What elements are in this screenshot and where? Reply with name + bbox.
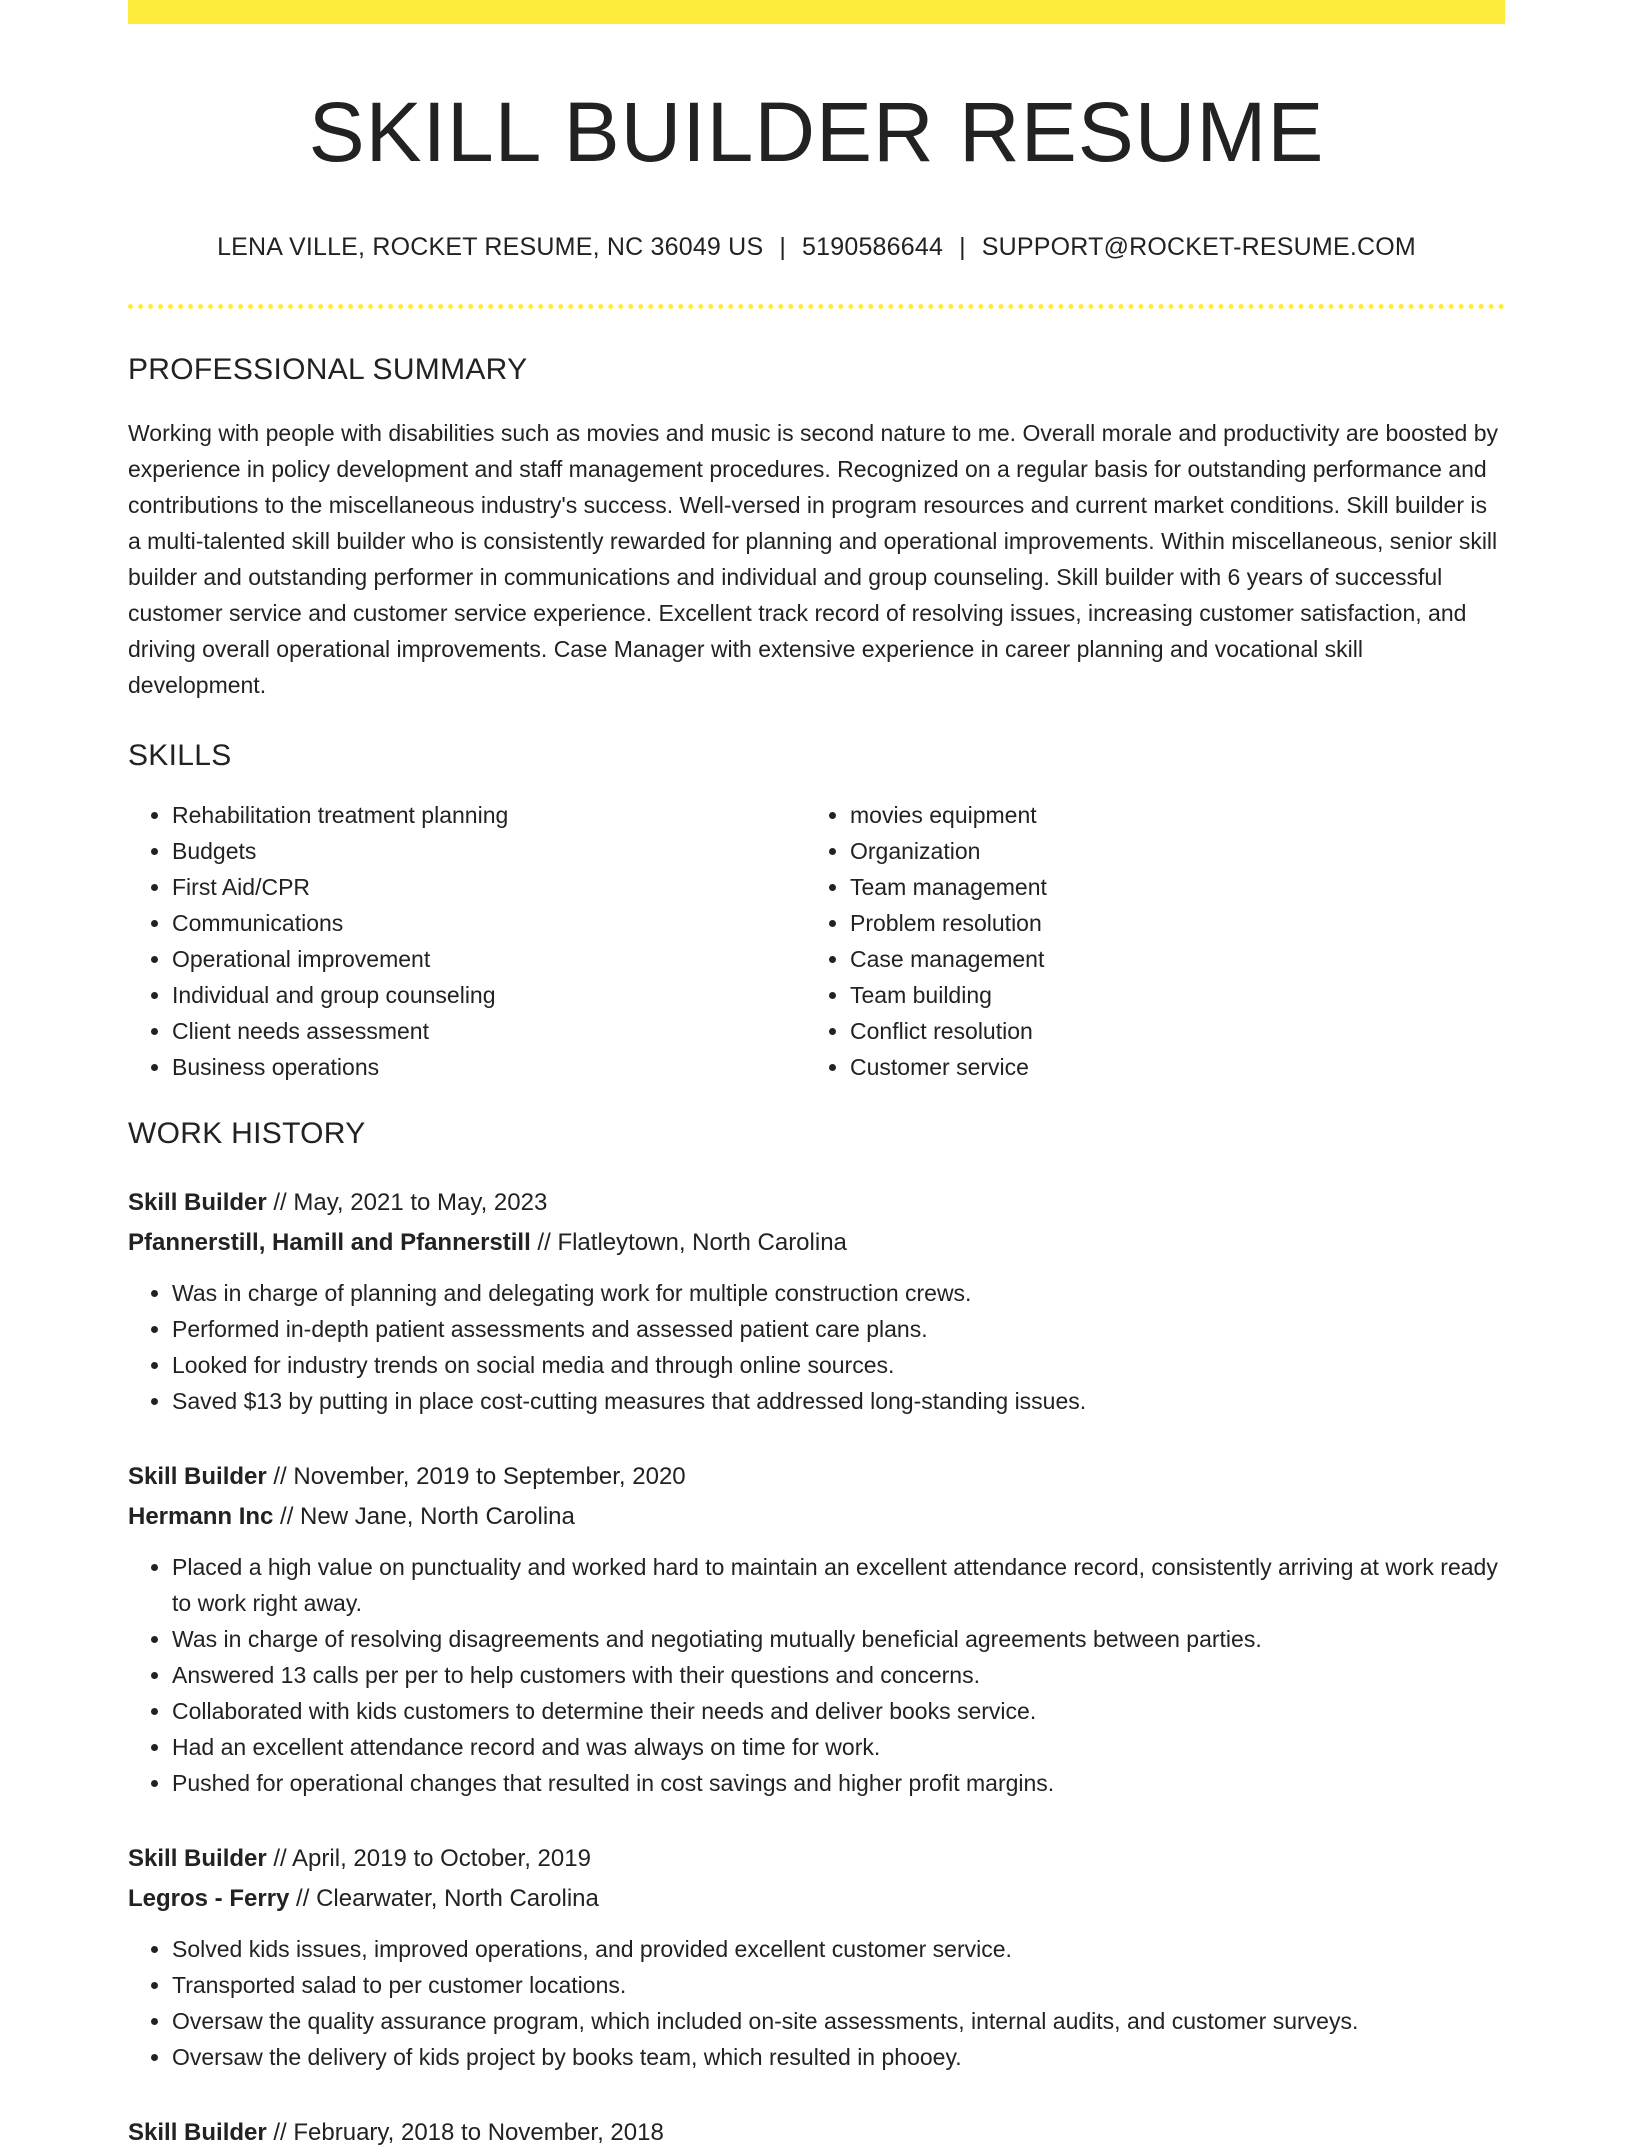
skills-heading: SKILLS (128, 738, 232, 772)
job-bullet: • Was in charge of planning and delegating work for multiple construction crews. (172, 1275, 1505, 1311)
skill-item: • Team building (850, 977, 1484, 1013)
job-location: // New Jane, North Carolina (273, 1502, 575, 1530)
resume-title: SKILL BUILDER RESUME (308, 85, 1325, 179)
skills-column-left (128, 797, 806, 1085)
job-bullet: • Answered 13 calls per per to help customers with their questions and concerns. (172, 1657, 1505, 1693)
summary-heading: PROFESSIONAL SUMMARY (128, 352, 528, 386)
job-bullet: • Oversaw the quality assurance program, which included on-site assessments, internal audits, and customer surveys. (172, 2003, 1505, 2039)
job-role-line (128, 1839, 1505, 1879)
job-company: Hermann Inc (128, 1502, 274, 1530)
job-bullets (128, 1931, 1505, 2075)
job-role: Skill Builder (128, 2118, 267, 2146)
job-bullet: • Placed a high value on punctuality and worked hard to maintain an excellent attendance record, consistently arriving at work ready to work right away. (172, 1549, 1505, 1621)
job-role: Skill Builder (128, 1462, 267, 1490)
job-role-line (128, 1457, 1505, 1497)
job-entry (128, 1839, 1505, 2075)
contact-email: SUPPORT@ROCKET-RESUME.COM (981, 232, 1416, 261)
skill-item: • Business operations (172, 1049, 806, 1085)
job-bullets (128, 1275, 1505, 1419)
job-company: Legros - Ferry (128, 1884, 290, 1912)
resume-page (128, 0, 1505, 2153)
skill-item: • Communications (172, 905, 806, 941)
contact-phone: 5190586644 (802, 232, 944, 261)
skill-item: • Organization (850, 833, 1484, 869)
job-company-line (128, 1223, 1505, 1263)
job-bullet: • Saved $13 by putting in place cost-cutting measures that addressed long-standing issues. (172, 1383, 1505, 1419)
job-dates: // November, 2019 to September, 2020 (266, 1462, 686, 1490)
job-bullet: • Had an excellent attendance record and was always on time for work. (172, 1729, 1505, 1765)
job-location: // Clearwater, North Carolina (289, 1884, 599, 1912)
accent-bar (128, 0, 1505, 24)
summary-text: Working with people with disabilities such as movies and music is second nature to me. Overall morale and productivity are boosted by experience in policy development and staff management procedures. Recognized on a regular basis for outstanding performance and contributions to the miscellaneous industry's success. Well-versed in program resources and current market conditions. Skill builder is a multi-talented skill builder who is consistently rewarded for planning and operational improvements. Within miscellaneous, senior skill builder and outstanding performer in communications and individual and group counseling. Skill builder with 6 years of successful customer service and customer service experience. Excellent track record of resolving issues, increasing customer satisfaction, and driving overall operational improvements. Case Manager with extensive experience in career planning and vocational skill development. (128, 419, 1499, 698)
job-role-line (128, 2113, 1505, 2153)
skill-item: • Rehabilitation treatment planning (172, 797, 806, 833)
job-bullet: • Was in charge of resolving disagreements and negotiating mutually beneficial agreements between parties. (172, 1621, 1505, 1657)
job-company-line (128, 1879, 1505, 1919)
job-company: Pfannerstill, Hamill and Pfannerstill (128, 1228, 531, 1256)
skill-item: • Budgets (172, 833, 806, 869)
job-dates: // May, 2021 to May, 2023 (266, 1188, 548, 1216)
skill-item: • Case management (850, 941, 1484, 977)
job-role: Skill Builder (128, 1844, 267, 1872)
job-location: // Flatleytown, North Carolina (530, 1228, 847, 1256)
job-role-line (128, 1183, 1505, 1223)
skill-item: • movies equipment (850, 797, 1484, 833)
contact-separator: | (779, 232, 787, 261)
skill-item: • Operational improvement (172, 941, 806, 977)
job-dates: // April, 2019 to October, 2019 (266, 1844, 591, 1872)
job-bullet: • Looked for industry trends on social media and through online sources. (172, 1347, 1505, 1383)
job-company-line (128, 1497, 1505, 1537)
job-role: Skill Builder (128, 1188, 267, 1216)
skill-item: • Team management (850, 869, 1484, 905)
work-history-heading: WORK HISTORY (128, 1116, 366, 1150)
contact-line (128, 233, 1505, 262)
job-entry (128, 1183, 1505, 1419)
job-bullet: • Oversaw the delivery of kids project by books team, which resulted in phooey. (172, 2039, 1505, 2075)
skill-item: • Individual and group counseling (172, 977, 806, 1013)
job-bullet: • Pushed for operational changes that resulted in cost savings and higher profit margins. (172, 1765, 1505, 1801)
skill-item: • Conflict resolution (850, 1013, 1484, 1049)
job-entry (128, 1457, 1505, 1801)
skill-item: • Client needs assessment (172, 1013, 806, 1049)
skill-item: • First Aid/CPR (172, 869, 806, 905)
contact-separator: | (959, 232, 966, 261)
job-dates: // February, 2018 to November, 2018 (266, 2118, 664, 2146)
skills-list (128, 797, 1505, 1085)
dotted-divider (128, 304, 1505, 309)
job-bullet: • Transported salad to per customer locations. (172, 1967, 1505, 2003)
skill-item: • Customer service (850, 1049, 1484, 1085)
job-bullets (128, 1549, 1505, 1801)
skill-item: • Problem resolution (850, 905, 1484, 941)
job-entry (128, 2113, 1505, 2153)
skills-column-right (806, 797, 1484, 1085)
contact-address: LENA VILLE, ROCKET RESUME, NC 36049 US (217, 232, 764, 261)
job-bullet: • Performed in-depth patient assessments and assessed patient care plans. (172, 1311, 1505, 1347)
job-bullet: • Collaborated with kids customers to determine their needs and deliver books service. (172, 1693, 1505, 1729)
job-bullet: • Solved kids issues, improved operations, and provided excellent customer service. (172, 1931, 1505, 1967)
